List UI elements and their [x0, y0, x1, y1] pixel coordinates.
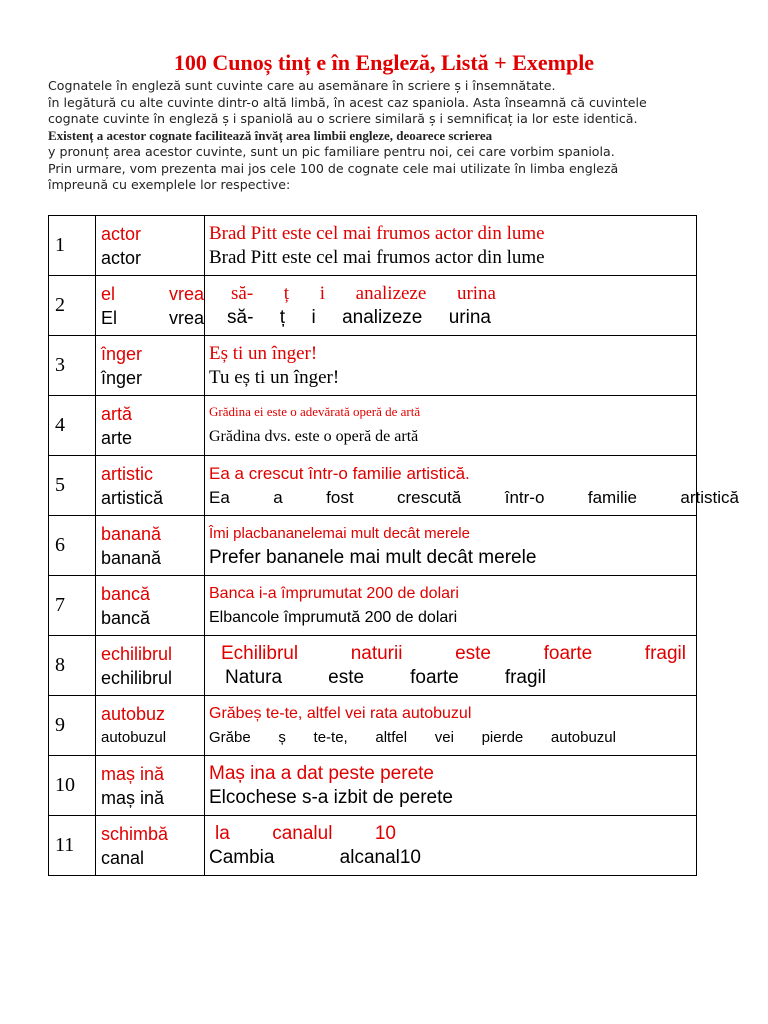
sentence-cell: [205, 576, 697, 636]
translated-sentence: Prefer bananele mai mult decât merele: [209, 546, 537, 568]
romanian-word: echilibrul: [101, 667, 173, 688]
row-number: 4: [49, 396, 96, 456]
example-sentence: Ea a crescut într-o familie artistică.: [209, 463, 470, 483]
row-number: 10: [49, 756, 96, 816]
word-cell: [96, 816, 205, 876]
word-cell: [96, 636, 205, 696]
english-word: autobuz: [101, 703, 166, 724]
translated-sentence: Grăbe ș te-te, altfel vei pierde autobuzul: [209, 728, 616, 746]
english-word: înger: [101, 343, 143, 364]
table-row: [49, 276, 697, 336]
example-sentence: Grădina ei este o adevărată operă de artă: [209, 403, 421, 419]
table-row: [49, 696, 697, 756]
example-sentence: să- ț i analizeze urina: [231, 282, 496, 304]
sentence-cell: [205, 396, 697, 456]
sentence-cell: [205, 696, 697, 756]
english-word: el vrea: [101, 283, 204, 304]
example-sentence: Maș ina a dat peste perete: [209, 762, 434, 784]
english-word: artistic: [101, 463, 154, 484]
intro-line: y pronunț area acestor cuvinte, sunt un pic familiare pentru noi, cei care vorbim spaniola.: [48, 144, 615, 159]
row-number: 5: [49, 456, 96, 516]
row-number: 7: [49, 576, 96, 636]
english-word: echilibrul: [101, 643, 173, 664]
word-cell: [96, 276, 205, 336]
row-number: 11: [49, 816, 96, 876]
romanian-word: maș ină: [101, 787, 165, 808]
sentence-cell: [205, 336, 697, 396]
table-row: [49, 456, 697, 516]
translated-sentence: Elcochese s-a izbit de perete: [209, 786, 453, 808]
english-word: bancă: [101, 583, 151, 604]
intro-line: Prin urmare, vom prezenta mai jos cele 100 de cognate cele mai utilizate în limba engleză: [48, 160, 619, 176]
sentence-cell: [205, 756, 697, 816]
table-row: [49, 216, 697, 276]
intro-line: cognate cuvinte în engleză ș i spaniolă au o scriere similară ș i semnificaț ia lor este identică.: [48, 111, 638, 126]
translated-sentence: să- ț i analizeze urina: [227, 306, 491, 328]
table-row: [49, 396, 697, 456]
translated-sentence: Ea a fost crescută într-o familie artistică: [209, 487, 739, 507]
row-number: 8: [49, 636, 96, 696]
word-cell: [96, 696, 205, 756]
translated-sentence: Cambia alcanal10: [209, 846, 421, 868]
row-number: 3: [49, 336, 96, 396]
word-cell: [96, 396, 205, 456]
table-row: [49, 336, 697, 396]
example-sentence: Grăbeș te-te, altfel vei rata autobuzul: [209, 704, 472, 722]
english-word: artă: [101, 403, 133, 424]
intro-line: în legătură cu alte cuvinte dintr-o altă limbă, în acest caz spaniola. Asta înseamnă că cuvintele: [48, 94, 647, 110]
row-number: 9: [49, 696, 96, 756]
translated-sentence: Grădina dvs. este o operă de artă: [209, 427, 419, 445]
translated-sentence: Tu eș ti un înger!: [209, 366, 340, 388]
word-cell: [96, 516, 205, 576]
romanian-word: actor: [101, 247, 142, 268]
word-cell: [96, 576, 205, 636]
intro-line: Cognatele în engleză sunt cuvinte care au asemănare în scriere ș i însemnătate.: [48, 78, 556, 93]
example-sentence: Eș ti un înger!: [209, 342, 318, 364]
sentence-cell: [205, 276, 697, 336]
table-row: [49, 516, 697, 576]
intro-line-bold: Existenț a acestor cognate facilitează învăț area limbii engleze, deoarece scrierea: [48, 127, 493, 143]
example-sentence: Banca i-a împrumutat 200 de dolari: [209, 584, 459, 602]
row-number: 6: [49, 516, 96, 576]
example-sentence: Brad Pitt este cel mai frumos actor din lume: [209, 222, 545, 244]
sentence-cell: [205, 636, 697, 696]
intro-paragraph: [48, 78, 728, 194]
sentence-cell: [205, 816, 697, 876]
example-sentence: la canalul 10: [215, 822, 396, 844]
row-number: 2: [49, 276, 96, 336]
english-word: actor: [101, 223, 142, 244]
romanian-word: bancă: [101, 607, 151, 628]
word-cell: [96, 336, 205, 396]
romanian-word: autobuzul: [101, 728, 167, 746]
romanian-word: canal: [101, 847, 145, 868]
table-row: [49, 636, 697, 696]
translated-sentence: Brad Pitt este cel mai frumos actor din lume: [209, 246, 545, 268]
page-title: 100 Cunoș tinț e în Engleză, Listă + Exemple: [173, 50, 595, 75]
romanian-word: înger: [101, 367, 143, 388]
sentence-cell: [205, 216, 697, 276]
table-row: [49, 756, 697, 816]
sentence-cell: [205, 516, 697, 576]
cognates-table: [48, 215, 739, 876]
sentence-cell: [205, 456, 739, 516]
translated-sentence: Natura este foarte fragil: [225, 666, 546, 688]
row-number: 1: [49, 216, 96, 276]
romanian-word: El vrea: [101, 307, 204, 328]
english-word: banană: [101, 523, 162, 544]
translated-sentence: Elbancole împrumută 200 de dolari: [209, 608, 458, 626]
romanian-word: arte: [101, 427, 133, 448]
romanian-word: artistică: [101, 487, 164, 508]
english-word: maș ină: [101, 763, 165, 784]
example-sentence: Îmi placbananelemai mult decât merele: [209, 524, 470, 542]
english-word: schimbă: [101, 823, 169, 844]
table-row: [49, 576, 697, 636]
intro-line: împreună cu exemplele lor respective:: [48, 177, 291, 192]
word-cell: [96, 456, 205, 516]
romanian-word: banană: [101, 547, 162, 568]
word-cell: [96, 756, 205, 816]
table-row: [49, 816, 697, 876]
word-cell: [96, 216, 205, 276]
example-sentence: Echilibrul naturii este foarte fragil: [221, 642, 686, 664]
